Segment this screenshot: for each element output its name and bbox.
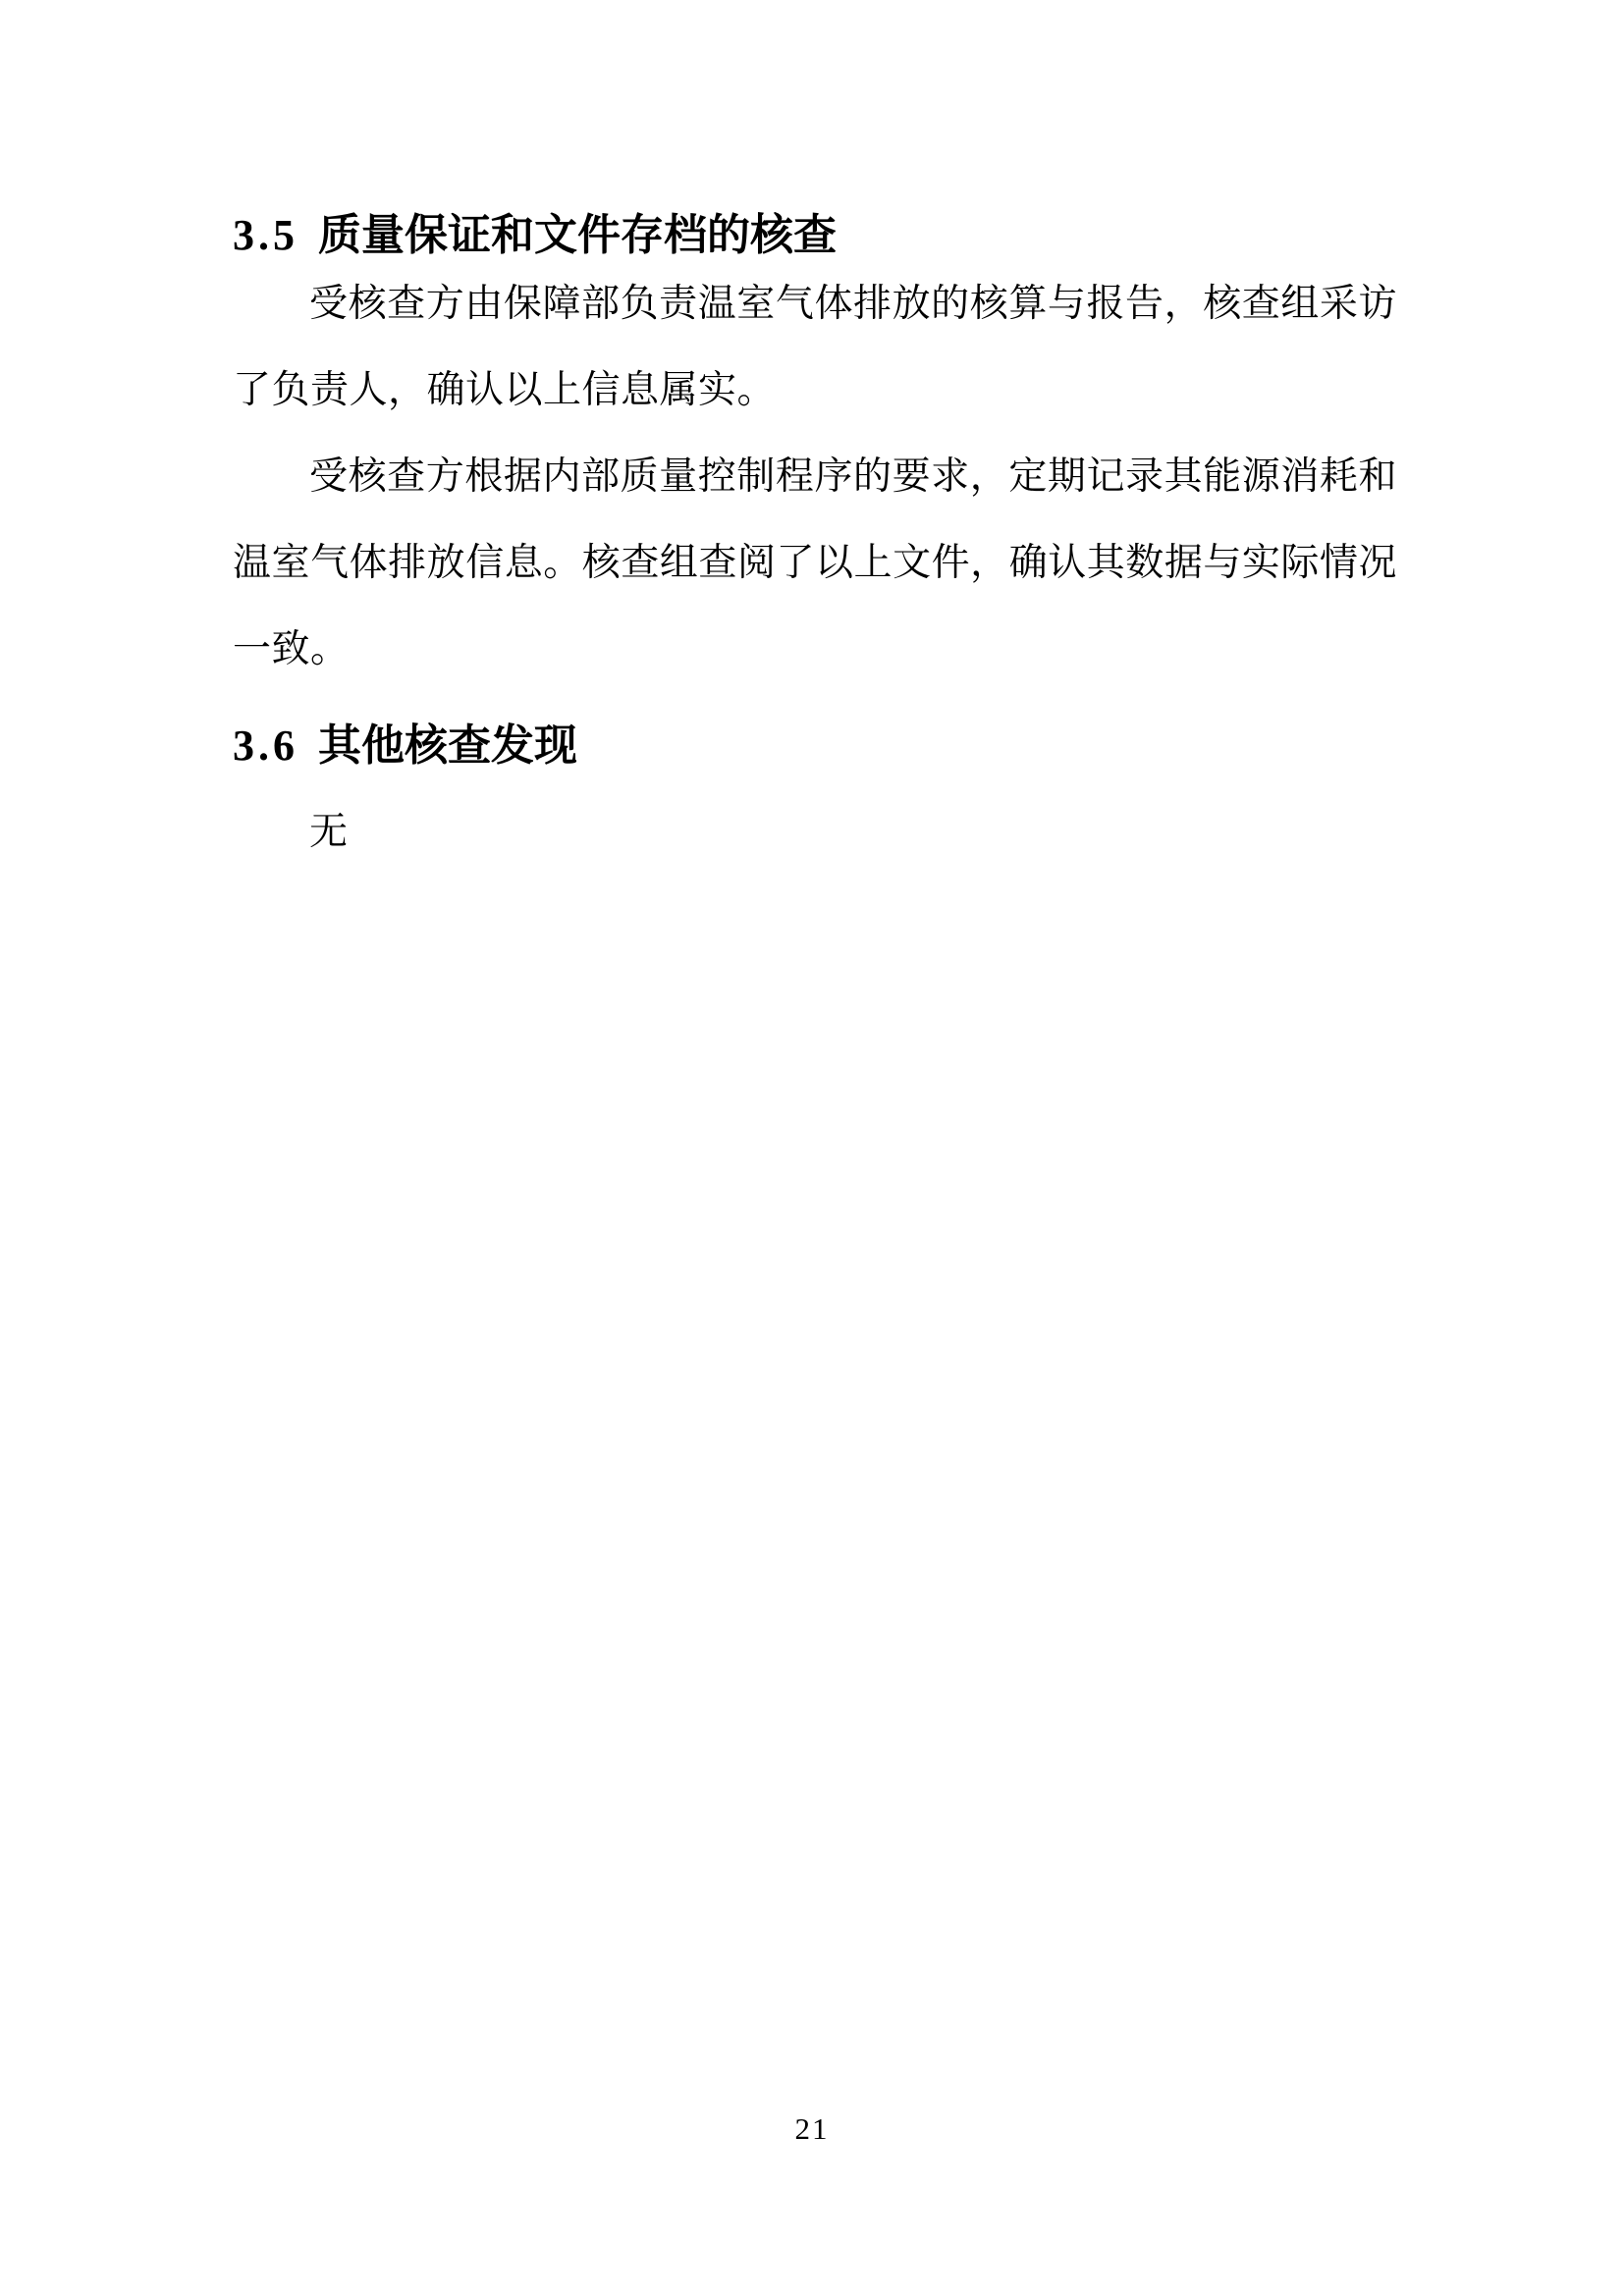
paragraph-qa-responsibility: 受核查方由保障部负责温室气体排放的核算与报告，核查组采访了负责人，确认以上信息属实。: [233, 283, 1397, 411]
paragraph-record-keeping: 受核查方根据内部质量控制程序的要求，定期记录其能源消耗和温室气体排放信息。核查组查阅了以上文件，确认其数据与实际情况一致。: [233, 455, 1397, 670]
section-heading-3-5: [233, 209, 1397, 261]
section-heading-3-6: [233, 720, 1397, 772]
section-number-3-6: 3.6: [233, 721, 298, 770]
page-content: [233, 209, 1397, 876]
section-number-3-5: 3.5: [233, 211, 298, 259]
section-title-3-5: 质量保证和文件存档的核查: [318, 211, 837, 259]
section-title-3-6: 其他核查发现: [318, 721, 577, 770]
paragraph-none: 无: [309, 811, 349, 853]
page-number: 21: [794, 2111, 830, 2146]
